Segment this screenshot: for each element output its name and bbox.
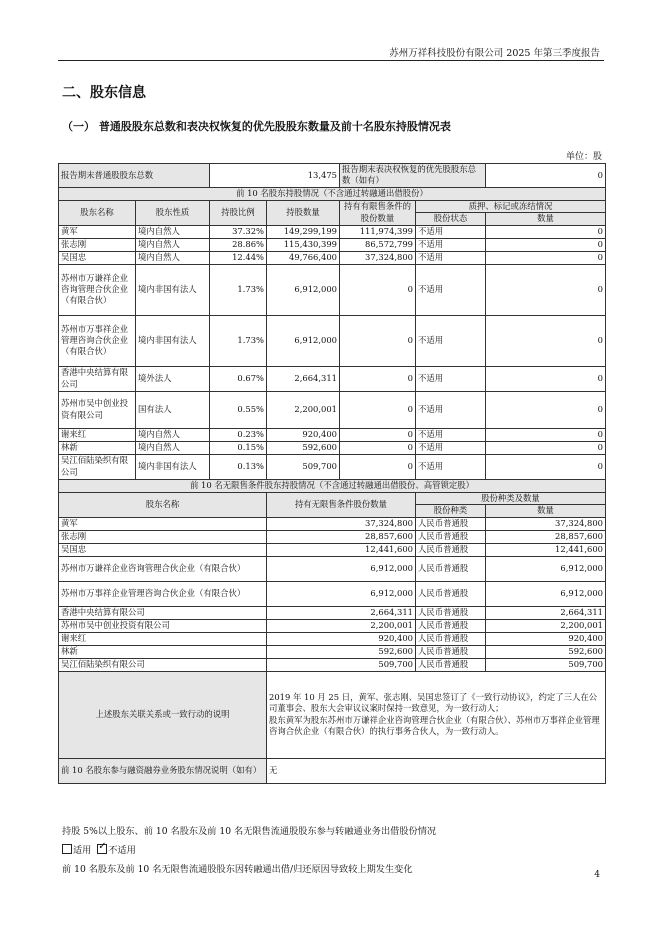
holder-amount: 509,700 xyxy=(267,454,340,479)
pledge-qty: 0 xyxy=(486,225,606,238)
u-share-qty: 37,324,800 xyxy=(486,517,606,530)
total-holders-value: 13,475 xyxy=(210,164,340,188)
holder-restricted: 86,572,799 xyxy=(340,238,416,251)
u-share-qty: 920,400 xyxy=(486,632,606,645)
u-holder-name: 吴江佰陆染织有限公司 xyxy=(59,658,267,671)
holder-amount: 592,600 xyxy=(267,441,340,454)
u-col-amount: 持有无限售条件股份数量 xyxy=(267,492,416,517)
holder-nature: 境内自然人 xyxy=(136,238,210,251)
u-holder-amount: 37,324,800 xyxy=(267,517,416,530)
shareholder-table xyxy=(58,163,606,784)
u-holder-amount: 28,857,600 xyxy=(267,530,416,543)
top10-title: 前 10 名股东持股情况（不含通过转融通出借股份） xyxy=(59,187,606,200)
pledge-qty: 0 xyxy=(486,238,606,251)
margin-text: 无 xyxy=(267,758,606,783)
pledge-qty: 0 xyxy=(486,315,606,366)
top10-row xyxy=(59,391,606,428)
note-lending: 持股 5%以上股东、前 10 名股东及前 10 名无限售流通股股东参与转融通业务出借股份情况 xyxy=(62,826,437,837)
unit-label: 单位：股 xyxy=(565,152,602,162)
top10-row xyxy=(59,441,606,454)
col-restricted: 持有有限售条件的股份数量 xyxy=(340,200,416,225)
pledge-qty: 0 xyxy=(486,454,606,479)
holder-restricted: 0 xyxy=(340,441,416,454)
unrestricted-row xyxy=(59,556,606,581)
u-col-type-group: 股份种类及数量 xyxy=(416,492,606,505)
u-holder-name: 林新 xyxy=(59,645,267,658)
holder-name: 张志刚 xyxy=(59,238,136,251)
margin-row xyxy=(59,758,606,783)
holder-nature: 境内自然人 xyxy=(136,251,210,264)
option-no-label: 不适用 xyxy=(108,845,136,856)
related-text: 2019 年 10 月 25 日，黄军、张志刚、吴国忠签订了《一致行动协议》，约定了三人在公司董事会、股东大会审议议案时保持一致意见，为一致行动人； 股东黄军为股东苏州市万谦祥企业咨询管理合伙企业（有限合伙）、苏州市万事祥企业管理咨询合伙企业（有限合伙）的执行事务合伙人，为一致行动人。 xyxy=(267,671,606,758)
top10-row xyxy=(59,251,606,264)
u-holder-name: 吴国忠 xyxy=(59,543,267,556)
holder-amount: 6,912,000 xyxy=(267,264,340,315)
u-share-qty: 6,912,000 xyxy=(486,556,606,581)
u-holder-name: 黄军 xyxy=(59,517,267,530)
holder-nature: 境内自然人 xyxy=(136,441,210,454)
holder-amount: 115,430,399 xyxy=(267,238,340,251)
u-holder-name: 张志刚 xyxy=(59,530,267,543)
col-ratio: 持股比例 xyxy=(210,200,267,225)
unrestricted-title-row xyxy=(59,479,606,492)
pledge-status: 不适用 xyxy=(416,391,486,428)
pledge-status: 不适用 xyxy=(416,264,486,315)
u-share-qty: 509,700 xyxy=(486,658,606,671)
holder-amount: 49,766,400 xyxy=(267,251,340,264)
holder-amount: 149,299,199 xyxy=(267,225,340,238)
u-share-qty: 2,664,311 xyxy=(486,606,606,619)
pledge-qty: 0 xyxy=(486,264,606,315)
holder-ratio: 1.73% xyxy=(210,315,267,366)
col-pledge-status: 股份状态 xyxy=(416,213,486,226)
u-share-qty: 6,912,000 xyxy=(486,581,606,606)
holder-amount: 2,664,311 xyxy=(267,366,340,391)
total-holders-label: 报告期末普通股股东总数 xyxy=(59,164,210,188)
u-holder-amount: 920,400 xyxy=(267,632,416,645)
u-share-type: 人民币普通股 xyxy=(416,619,486,632)
holder-ratio: 28.86% xyxy=(210,238,267,251)
u-col-name: 股东名称 xyxy=(59,492,267,517)
holder-ratio: 0.67% xyxy=(210,366,267,391)
unrestricted-header-row xyxy=(59,492,606,505)
holder-name: 林新 xyxy=(59,441,136,454)
checkbox-no[interactable] xyxy=(97,844,107,854)
holder-nature: 境内非国有法人 xyxy=(136,454,210,479)
col-amount: 持股数量 xyxy=(267,200,340,225)
u-share-type: 人民币普通股 xyxy=(416,530,486,543)
holder-name: 吴国忠 xyxy=(59,251,136,264)
pledge-qty: 0 xyxy=(486,428,606,441)
option-yes-label: 适用 xyxy=(73,845,92,856)
top10-row xyxy=(59,225,606,238)
related-label: 上述股东关联关系或一致行动的说明 xyxy=(59,671,267,758)
u-holder-name: 谢来红 xyxy=(59,632,267,645)
pledge-status: 不适用 xyxy=(416,454,486,479)
sub-title: （一） 普通股股东总数和表决权恢复的优先股股东数量及前十名股东持股情况表 xyxy=(62,120,451,133)
pledge-status: 不适用 xyxy=(416,428,486,441)
u-holder-name: 香港中央结算有限公司 xyxy=(59,606,267,619)
holder-nature: 境外法人 xyxy=(136,366,210,391)
u-share-qty: 2,200,001 xyxy=(486,619,606,632)
u-col-type: 股份种类 xyxy=(416,505,486,518)
holder-name: 苏州市万谦祥企业咨询管理合伙企业（有限合伙） xyxy=(59,264,136,315)
u-share-type: 人民币普通股 xyxy=(416,645,486,658)
unrestricted-row xyxy=(59,645,606,658)
holder-ratio: 37.32% xyxy=(210,225,267,238)
pledge-qty: 0 xyxy=(486,441,606,454)
pledge-status: 不适用 xyxy=(416,441,486,454)
holder-nature: 国有法人 xyxy=(136,391,210,428)
holder-restricted: 111,974,399 xyxy=(340,225,416,238)
holder-name: 黄军 xyxy=(59,225,136,238)
holder-ratio: 1.73% xyxy=(210,264,267,315)
u-share-type: 人民币普通股 xyxy=(416,632,486,645)
u-holder-name: 苏州市吴中创业投资有限公司 xyxy=(59,619,267,632)
margin-label: 前 10 名股东参与融资融券业务股东情况说明（如有） xyxy=(59,758,267,783)
u-holder-name: 苏州市万事祥企业管理咨询合伙企业（有限合伙） xyxy=(59,581,267,606)
holder-ratio: 0.15% xyxy=(210,441,267,454)
u-share-type: 人民币普通股 xyxy=(416,517,486,530)
u-holder-amount: 12,441,600 xyxy=(267,543,416,556)
pledge-status: 不适用 xyxy=(416,238,486,251)
u-share-type: 人民币普通股 xyxy=(416,556,486,581)
holder-ratio: 0.13% xyxy=(210,454,267,479)
holder-nature: 境内自然人 xyxy=(136,428,210,441)
u-share-type: 人民币普通股 xyxy=(416,543,486,556)
u-holder-amount: 6,912,000 xyxy=(267,556,416,581)
top10-row xyxy=(59,454,606,479)
u-share-qty: 592,600 xyxy=(486,645,606,658)
note-change: 前 10 名股东及前 10 名无限售流通股股东因转融通出借/归还原因导致较上期发生变化 xyxy=(62,864,413,875)
u-share-qty: 28,857,600 xyxy=(486,530,606,543)
related-row xyxy=(59,671,606,758)
unrestricted-row xyxy=(59,619,606,632)
unrestricted-row xyxy=(59,517,606,530)
note-options xyxy=(62,842,136,856)
holder-ratio: 12.44% xyxy=(210,251,267,264)
top10-row xyxy=(59,238,606,251)
pledge-qty: 0 xyxy=(486,391,606,428)
holder-restricted: 0 xyxy=(340,391,416,428)
u-share-type: 人民币普通股 xyxy=(416,606,486,619)
top10-header-row xyxy=(59,200,606,213)
holder-restricted: 37,324,800 xyxy=(340,251,416,264)
holder-nature: 境内自然人 xyxy=(136,225,210,238)
pledge-qty: 0 xyxy=(486,251,606,264)
top10-row xyxy=(59,428,606,441)
pledge-status: 不适用 xyxy=(416,366,486,391)
unrestricted-title: 前 10 名无限售条件股东持股情况（不含通过转融通出借股份、高管锁定股） xyxy=(59,479,606,492)
u-share-type: 人民币普通股 xyxy=(416,581,486,606)
top10-row xyxy=(59,315,606,366)
u-holder-amount: 6,912,000 xyxy=(267,581,416,606)
holder-ratio: 0.55% xyxy=(210,391,267,428)
col-nature: 股东性质 xyxy=(136,200,210,225)
page-header: 苏州万祥科技股份有限公司 2025 年第三季度报告 xyxy=(389,48,600,59)
pref-holders-label: 报告期末表决权恢复的优先股股东总数（如有） xyxy=(340,164,486,188)
holder-name: 谢来红 xyxy=(59,428,136,441)
holder-amount: 2,200,001 xyxy=(267,391,340,428)
unrestricted-row xyxy=(59,606,606,619)
col-pledge-group: 质押、标记或冻结情况 xyxy=(416,200,606,213)
holder-amount: 6,912,000 xyxy=(267,315,340,366)
u-holder-amount: 2,200,001 xyxy=(267,619,416,632)
pledge-qty: 0 xyxy=(486,366,606,391)
unrestricted-row xyxy=(59,581,606,606)
holder-restricted: 0 xyxy=(340,315,416,366)
pledge-status: 不适用 xyxy=(416,251,486,264)
header-rule xyxy=(58,60,604,61)
unrestricted-row xyxy=(59,658,606,671)
u-holder-amount: 509,700 xyxy=(267,658,416,671)
u-holder-amount: 2,664,311 xyxy=(267,606,416,619)
holder-ratio: 0.23% xyxy=(210,428,267,441)
holder-restricted: 0 xyxy=(340,366,416,391)
col-name: 股东名称 xyxy=(59,200,136,225)
col-pledge-qty: 数量 xyxy=(486,213,606,226)
holder-nature: 境内非国有法人 xyxy=(136,264,210,315)
holder-name: 吴江佰陆染织有限公司 xyxy=(59,454,136,479)
u-holder-name: 苏州市万谦祥企业咨询管理合伙企业（有限合伙） xyxy=(59,556,267,581)
top10-title-row xyxy=(59,187,606,200)
holder-name: 香港中央结算有限公司 xyxy=(59,366,136,391)
section-title: 二、股东信息 xyxy=(62,85,146,101)
pref-holders-value: 0 xyxy=(486,164,606,188)
unrestricted-row xyxy=(59,632,606,645)
holder-restricted: 0 xyxy=(340,428,416,441)
pledge-status: 不适用 xyxy=(416,315,486,366)
unrestricted-row xyxy=(59,530,606,543)
holder-restricted: 0 xyxy=(340,264,416,315)
holder-amount: 920,400 xyxy=(267,428,340,441)
checkbox-yes[interactable] xyxy=(62,844,72,854)
holder-name: 苏州市吴中创业投资有限公司 xyxy=(59,391,136,428)
u-holder-amount: 592,600 xyxy=(267,645,416,658)
summary-row xyxy=(59,164,606,188)
u-share-qty: 12,441,600 xyxy=(486,543,606,556)
page-number: 4 xyxy=(594,870,600,880)
holder-restricted: 0 xyxy=(340,454,416,479)
u-share-type: 人民币普通股 xyxy=(416,658,486,671)
holder-nature: 境内非国有法人 xyxy=(136,315,210,366)
unrestricted-row xyxy=(59,543,606,556)
u-col-qty: 数量 xyxy=(486,505,606,518)
pledge-status: 不适用 xyxy=(416,225,486,238)
holder-name: 苏州市万事祥企业管理咨询合伙企业（有限合伙） xyxy=(59,315,136,366)
top10-row xyxy=(59,366,606,391)
top10-row xyxy=(59,264,606,315)
